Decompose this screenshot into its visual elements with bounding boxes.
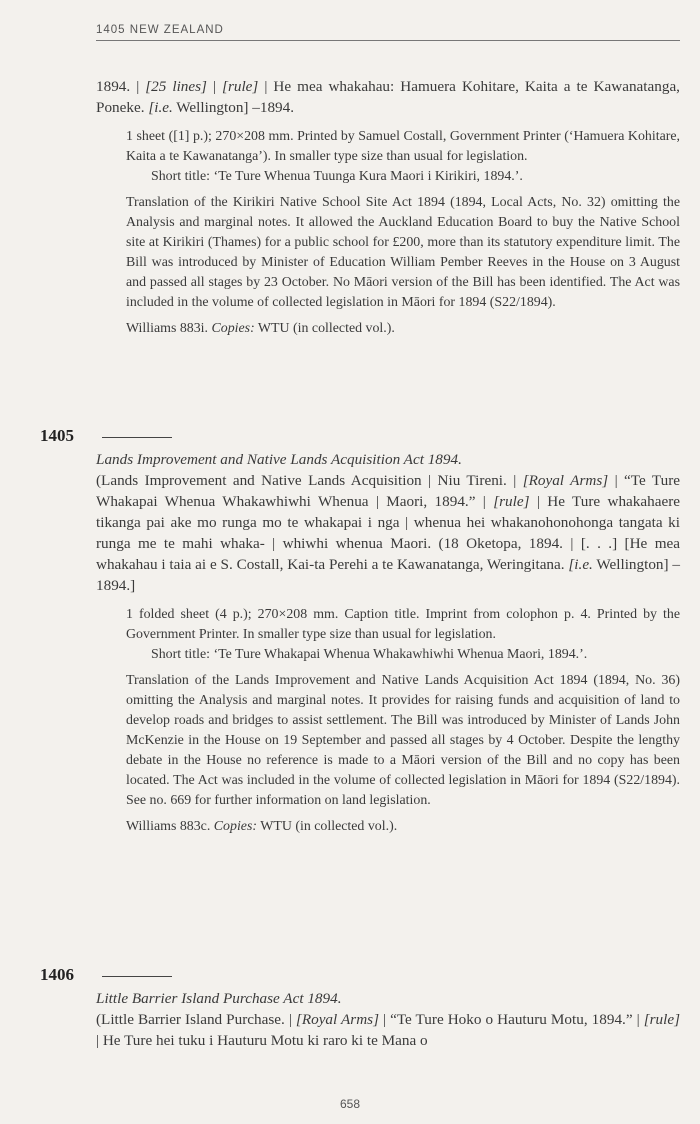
- entry-1406: [96, 988, 680, 1051]
- entry-number-1405: 1405: [40, 426, 74, 445]
- entry-continued-short-title: Short title: ‘Te Ture Whenua Tuunga Kura Maori i Kirikiri, 1894.’.: [151, 169, 523, 184]
- entry-rule-1406: [102, 976, 172, 977]
- entry-1405-physical: 1 folded sheet (4 p.); 270×208 mm. Caption title. Imprint from colophon p. 4. Printed by the Government Printer. In smaller type size than usual for legislation.: [126, 607, 680, 642]
- header-rule: [96, 40, 680, 41]
- entry-1405-title: Lands Improvement and Native Lands Acquisition Act 1894.: [96, 451, 462, 468]
- entry-continued-ref: Williams 883i. Copies: WTU (in collected vol.).: [126, 321, 395, 336]
- entry-1405: [96, 449, 680, 837]
- entry-continued: [96, 76, 680, 339]
- entry-continued-physical: 1 sheet ([1] p.); 270×208 mm. Printed by Samuel Costall, Government Printer (‘Hamuera Kohitare, Kaita a te Kawanatanga’). In smaller type size than usual for legislation.: [126, 129, 680, 164]
- running-head: 1405 NEW ZEALAND: [96, 24, 224, 36]
- entry-rule-1405: [102, 437, 172, 438]
- entry-1405-transcription: (Lands Improvement and Native Lands Acquisition | Niu Tireni. | [Royal Arms] | “Te Ture Whakapai Whenua Whakawhiwhi Whenua | Maori, 1894.” | [rule] | He Ture whakahaere tikanga pai ake mo runga mo te whakapai i nga | whenua hei whakanohonohonga tangata ki runga me te mahi whaka- | whiwhi whenua Maori. (18 Oketopa, 1894. | [. . .] [He mea whakahau i taia ai e S. Costall, Kai-ta Perehi a te Kawanatanga, Weringitana. [i.e. Wellington] –1894.]: [96, 472, 681, 594]
- entry-continued-transcription: 1894. | [25 lines] | [rule] | He mea whakahau: Hamuera Kohitare, Kaita a te Kawanatanga, Poneke. [i.e. Wellington] –1894.: [96, 78, 680, 116]
- entry-1405-short-title: Short title: ‘Te Ture Whakapai Whenua Whakawhiwhi Whenua Maori, 1894.’.: [151, 647, 588, 662]
- entry-1406-transcription: (Little Barrier Island Purchase. | [Royal Arms] | “Te Ture Hoko o Hauturu Motu, 1894.” | [rule] | He Ture hei tuku i Hauturu Motu ki raro ki te Mana o: [96, 1011, 680, 1049]
- entry-1406-title: Little Barrier Island Purchase Act 1894.: [96, 990, 342, 1007]
- page-number: 658: [339, 1097, 361, 1111]
- entry-continued-note: Translation of the Kirikiri Native School Site Act 1894 (1894, Local Acts, No. 32) omitting the Analysis and marginal notes. It allowed the Auckland Education Board to buy the Native School site at Kirikiri (Thames) for a public school for £200, more than its statutory expenditure limit. The Bill was introduced by Minister of Education William Pember Reeves in the House on 3 August and passed all stages by 23 October. No Māori version of the Bill has been identified. The Act was included in the volume of collected legislation in Māori for 1894 (S22/1894).: [126, 195, 680, 310]
- entry-number-1406: 1406: [40, 965, 74, 984]
- entry-1405-ref: Williams 883c. Copies: WTU (in collected vol.).: [126, 819, 398, 834]
- entry-1405-note: Translation of the Lands Improvement and Native Lands Acquisition Act 1894 (1894, No. 36) omitting the Analysis and marginal notes. It provides for raising funds and acquisition of land to develop roads and bridges to assist settlement. The Bill was introduced by Minister of Lands John McKenzie in the House on 19 September and passed all stages by 4 October. Despite the lengthy debate in the House no reference is made to a Māori version of the Bill and no copy has been located. The Act was included in the volume of collected legislation in Māori for 1894 (S22/1894). See no. 669 for further information on land legislation.: [126, 673, 680, 808]
